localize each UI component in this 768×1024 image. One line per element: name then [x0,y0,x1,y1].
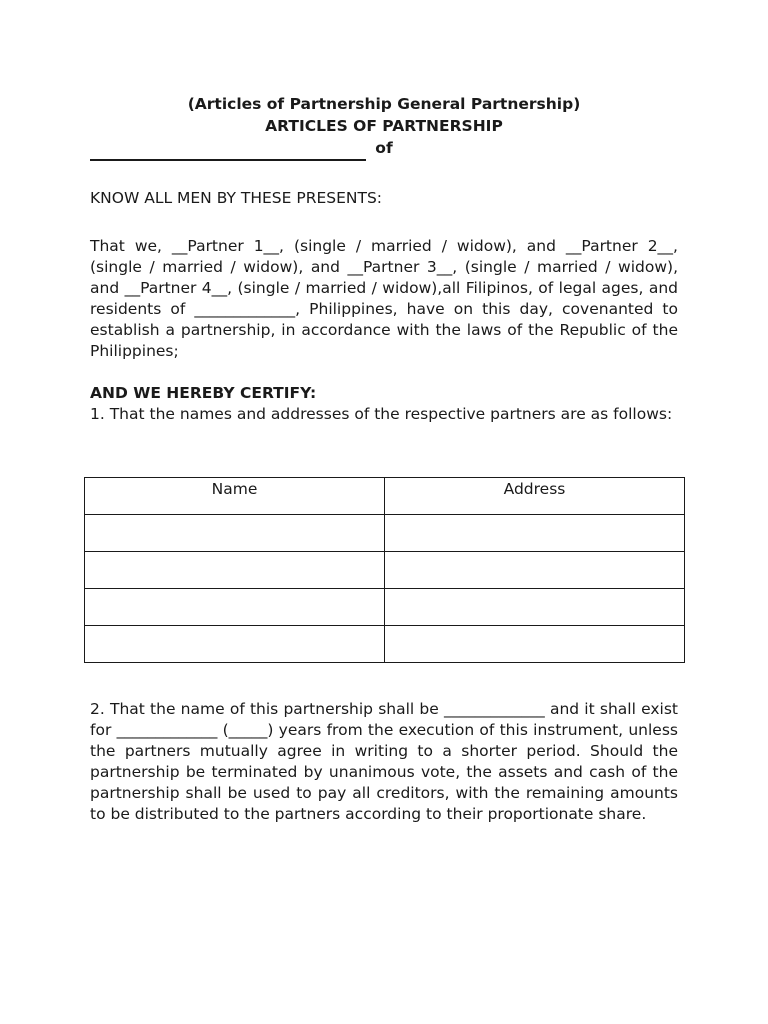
table-header-row [85,478,685,515]
intro-paragraph: That we, __Partner 1__, (single / married / widow), and __Partner 2__, (single / married / widow), and __Partner 3__, (single / married / widow), and __Partner 4__, (single / married / widow),all Filipinos, of legal ages, and residents of _____________, Philippines, have on this day, covenanted to establish a partnership, in accordance with the laws of the Republic of the Philippines; [90,237,678,360]
greeting-text: KNOW ALL MEN BY THESE PRESENTS: [90,189,383,207]
partnership-name-blank [90,159,366,161]
table-row [85,552,685,589]
table-cell-name[interactable] [85,589,385,626]
table-cell-address[interactable] [385,589,685,626]
table-row [85,589,685,626]
clause-1-text: 1. That the names and addresses of the respective partners are as follows: [90,405,673,423]
clause-2-text: 2. That the name of this partnership shall be _____________ and it shall exist for _____________ (_____) years from the execution of this instrument, unless the partners mutually agree in writing to a shorter period. Should the partnership be terminated by unanimous vote, the assets and cash of the partnership shall be used to pay all creditors, with the remaining amounts to be distributed to the partners according to their proportionate share. [90,700,678,823]
table-cell-name[interactable] [85,626,385,663]
table-row [85,515,685,552]
table-cell-name[interactable] [85,552,385,589]
column-header-address: Address [385,478,685,515]
title-of: of [375,139,393,157]
column-header-name: Name [85,478,385,515]
document-title: ARTICLES OF PARTNERSHIP [265,117,503,135]
partners-table [84,477,685,663]
document-subtitle: (Articles of Partnership General Partnership) [187,95,581,113]
document-page [90,93,678,823]
table-cell-address[interactable] [385,515,685,552]
table-cell-address[interactable] [385,552,685,589]
title-block [90,93,678,161]
table-cell-address[interactable] [385,626,685,663]
certify-heading: AND WE HEREBY CERTIFY: [90,384,317,402]
table-row [85,626,685,663]
table-cell-name[interactable] [85,515,385,552]
